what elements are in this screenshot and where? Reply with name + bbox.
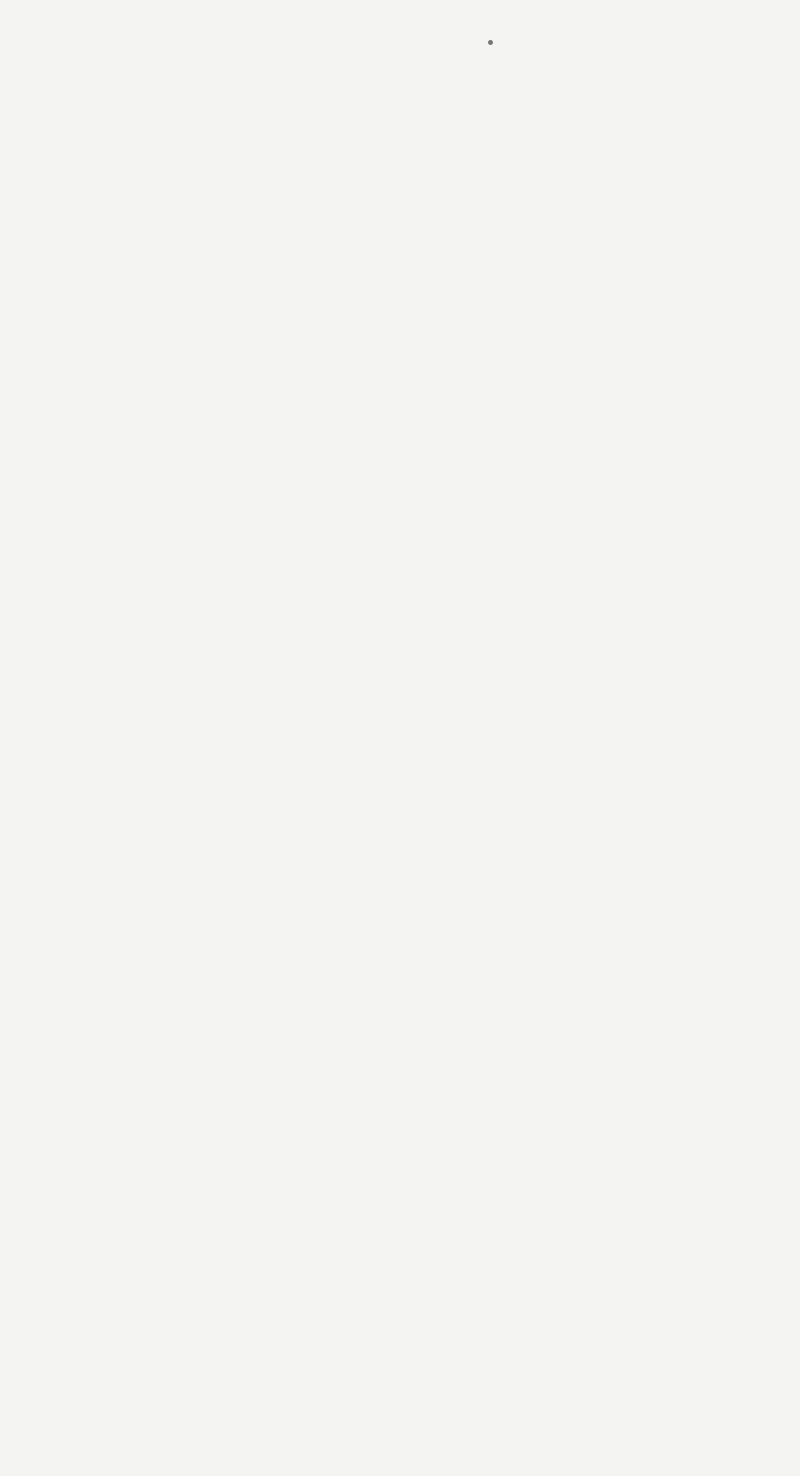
text-line [38,1135,766,1168]
text-line [38,1330,766,1363]
running-header [38,86,766,120]
text-line [38,1265,766,1298]
text-line [38,1298,766,1331]
text-line [38,1070,766,1103]
body-text-bottom [38,1037,766,1363]
text-line [38,1200,766,1233]
text-line [38,1167,766,1200]
text-line [38,1233,766,1266]
paper-speck [488,40,493,45]
text-line [38,1102,766,1135]
text-line [38,1037,766,1070]
